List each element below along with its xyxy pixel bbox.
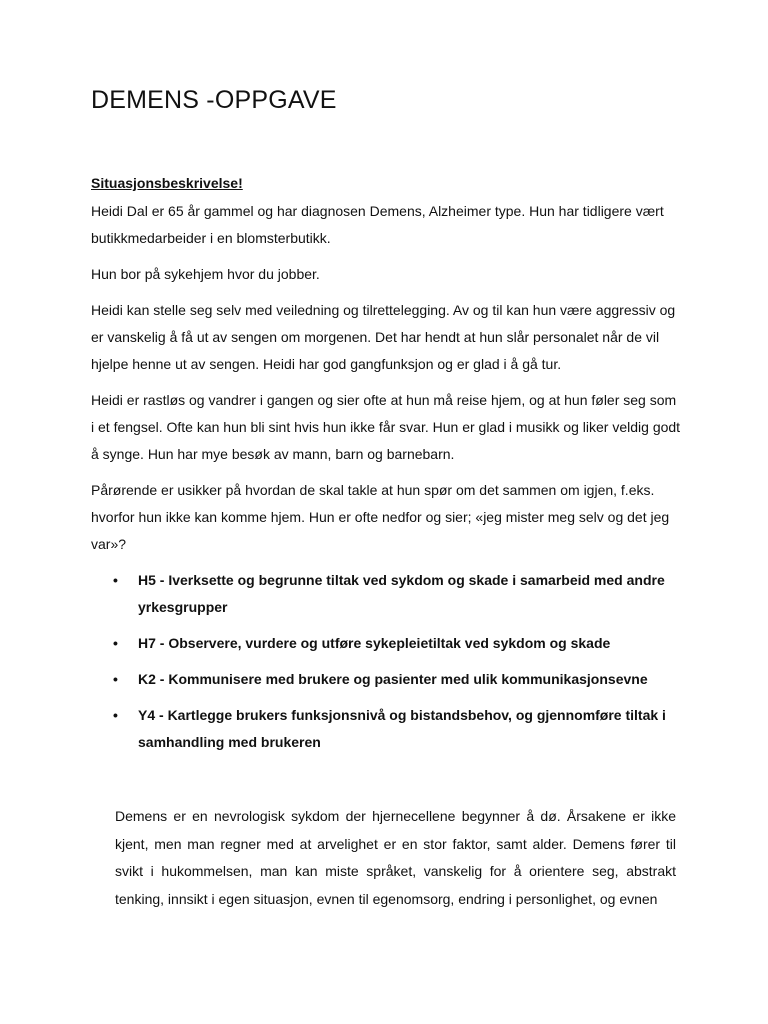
document-content — [91, 172, 681, 765]
paragraph-behaviour: Heidi er rastløs og vandrer i gangen og sier ofte at hun må reise hjem, og at hun føler seg som i et fengsel. Ofte kan hun bli sint hvis hun ikke får svar. Hun er glad i musikk og liker veldig godt å synge. Hun har mye besøk av mann, barn og barnebarn. — [91, 392, 681, 462]
list-item — [91, 666, 681, 693]
list-item — [91, 630, 681, 657]
paragraph-residence: Hun bor på sykehjem hvor du jobber. — [91, 266, 320, 282]
bullet-icon: • — [113, 635, 118, 651]
section-subheading: Situasjonsbeskrivelse! — [91, 175, 243, 191]
bullet-icon: • — [113, 671, 118, 687]
learning-goals-list — [91, 567, 681, 756]
list-item-text: H7 - Observere, vurdere og utføre sykepleietiltak ved sykdom og skade — [138, 635, 611, 651]
paragraph-intro: Heidi Dal er 65 år gammel og har diagnosen Demens, Alzheimer type. Hun har tidligere vært butikkmedarbeider i en blomsterbutikk. — [91, 203, 664, 246]
document-title: DEMENS -OPPGAVE — [91, 86, 337, 114]
bullet-icon: • — [113, 572, 118, 588]
list-item — [91, 702, 681, 756]
paragraph-care: Heidi kan stelle seg selv med veiledning og tilrettelegging. Av og til kan hun være aggressiv og er vanskelig å få ut av sengen om morgenen. Det har hendt at hun slår personalet når de vil hjelpe henne ut av sengen. Heidi har god gangfunksjon og er glad i å gå tur. — [91, 302, 676, 372]
list-item-text: Y4 - Kartlegge brukers funksjonsnivå og bistandsbehov, og gjennomføre tiltak i samhandling med brukeren — [138, 707, 666, 750]
list-item-text: K2 - Kommunisere med brukere og pasienter med ulik kommunikasjonsevne — [138, 671, 648, 687]
list-item-text: H5 - Iverksette og begrunne tiltak ved sykdom og skade i samarbeid med andre yrkesgrupper — [138, 572, 665, 615]
list-item — [91, 567, 681, 621]
bullet-icon: • — [113, 707, 118, 723]
paragraph-dementia-description: Demens er en nevrologisk sykdom der hjernecellene begynner å dø. Årsakene er ikke kjent, men man regner med at arvelighet er en stor faktor, samt alder. Demens fører til svikt i hukommelsen, man kan miste språket, vanskelig for å orientere seg, abstrakt tenking, innsikt i egen situasjon, evnen til egenomsorg, endring i personlighet, og evnen — [115, 808, 676, 907]
paragraph-relatives: Pårørende er usikker på hvordan de skal takle at hun spør om det sammen om igjen, f.eks. hvorfor hun ikke kan komme hjem. Hun er ofte nedfor og sier; «jeg mister meg selv og det jeg var»? — [91, 482, 670, 552]
